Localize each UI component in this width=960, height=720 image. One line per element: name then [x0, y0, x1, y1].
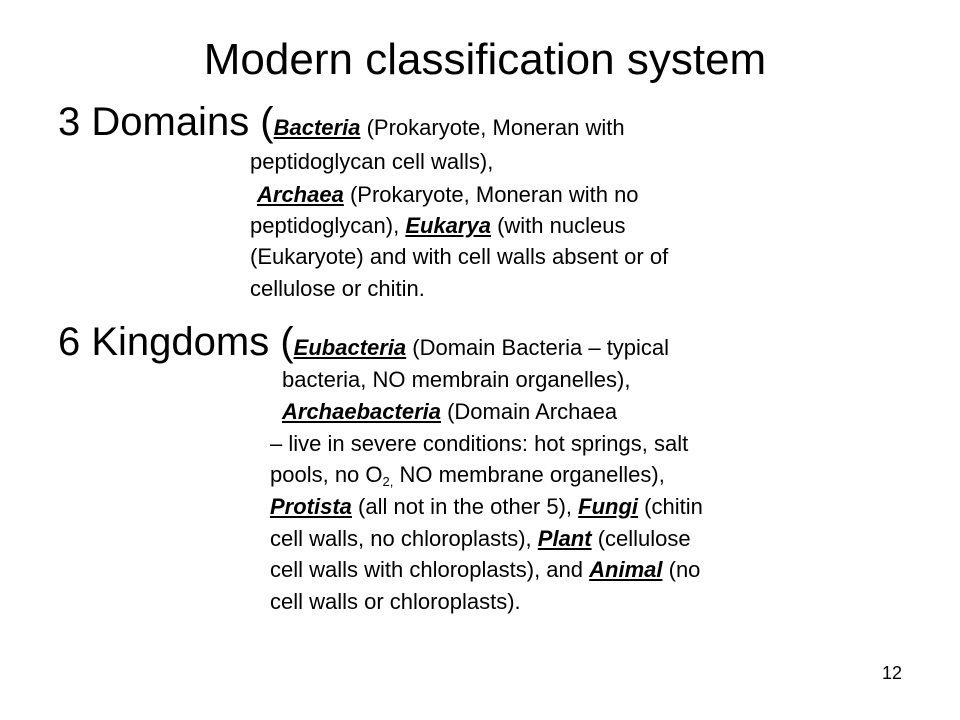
- kingdoms-heading: 6 Kingdoms (: [58, 320, 294, 364]
- eukarya-desc-3: cellulose or chitin.: [250, 276, 425, 301]
- eubacteria-desc-2: bacteria, NO membrain organelles),: [282, 367, 631, 392]
- eubacteria-desc-line-2: [282, 365, 630, 395]
- eukarya-desc-1: (with nucleus: [490, 213, 626, 238]
- domains-heading: 3 Domains (: [58, 100, 274, 144]
- fungi-desc-1: (chitin: [638, 494, 703, 519]
- eukarya-desc-2: (Eukaryote) and with cell walls absent or of: [250, 244, 669, 269]
- bacteria-desc-line-2: [250, 147, 493, 177]
- animal-desc-line-2: [270, 587, 521, 617]
- fungi-desc-2: cell walls, no chloroplasts),: [270, 526, 538, 551]
- archaea-desc-2: peptidoglycan),: [250, 213, 406, 238]
- term-archaebacteria: Archaebacteria: [282, 399, 441, 424]
- term-bacteria: Bacteria: [273, 115, 361, 140]
- term-eukarya: Eukarya: [405, 213, 491, 238]
- eukarya-desc-line-3: [250, 274, 425, 304]
- animal-desc-1: (no: [662, 557, 701, 582]
- archaea-eukarya-line: [250, 211, 625, 241]
- plant-desc-2: cell walls with chloroplasts), and: [270, 557, 590, 582]
- slide-title: Modern classification system: [203, 35, 767, 84]
- term-protista: Protista: [270, 494, 352, 519]
- bacteria-desc-2: peptidoglycan cell walls),: [250, 149, 494, 174]
- archaea-desc-1: (Prokaryote, Moneran with no: [343, 182, 639, 207]
- eubacteria-desc-1: (Domain Bacteria – typical: [406, 335, 670, 360]
- fungi-plant-line: [270, 524, 691, 554]
- plant-desc-1: (cellulose: [591, 526, 691, 551]
- animal-desc-2: cell walls or chloroplasts).: [270, 589, 521, 614]
- archaebacteria-desc-line-3: [270, 460, 665, 493]
- archaebacteria-desc-3-post: NO membrane organelles),: [393, 462, 665, 487]
- term-eubacteria: Eubacteria: [293, 335, 407, 360]
- plant-animal-line: [270, 555, 700, 585]
- term-archaea: Archaea: [257, 182, 344, 207]
- archaea-line-1: [257, 180, 639, 210]
- eukarya-desc-line-2: [250, 242, 668, 272]
- page-number: 12: [881, 663, 902, 683]
- bacteria-desc-1: (Prokaryote, Moneran with: [360, 115, 625, 140]
- archaebacteria-desc-1: (Domain Archaea: [440, 399, 618, 424]
- term-plant: Plant: [537, 526, 592, 551]
- archaebacteria-desc-2: – live in severe conditions: hot springs, salt: [270, 431, 689, 456]
- archaebacteria-desc-3-pre: pools, no O: [270, 462, 383, 487]
- protista-desc: (all not in the other 5),: [351, 494, 579, 519]
- term-animal: Animal: [589, 557, 663, 582]
- archaebacteria-desc-line-2: [270, 429, 688, 459]
- term-fungi: Fungi: [578, 494, 639, 519]
- oxygen-subscript: 2,: [382, 474, 394, 489]
- archaebacteria-line-1: [282, 397, 617, 427]
- protista-fungi-line: [270, 492, 703, 522]
